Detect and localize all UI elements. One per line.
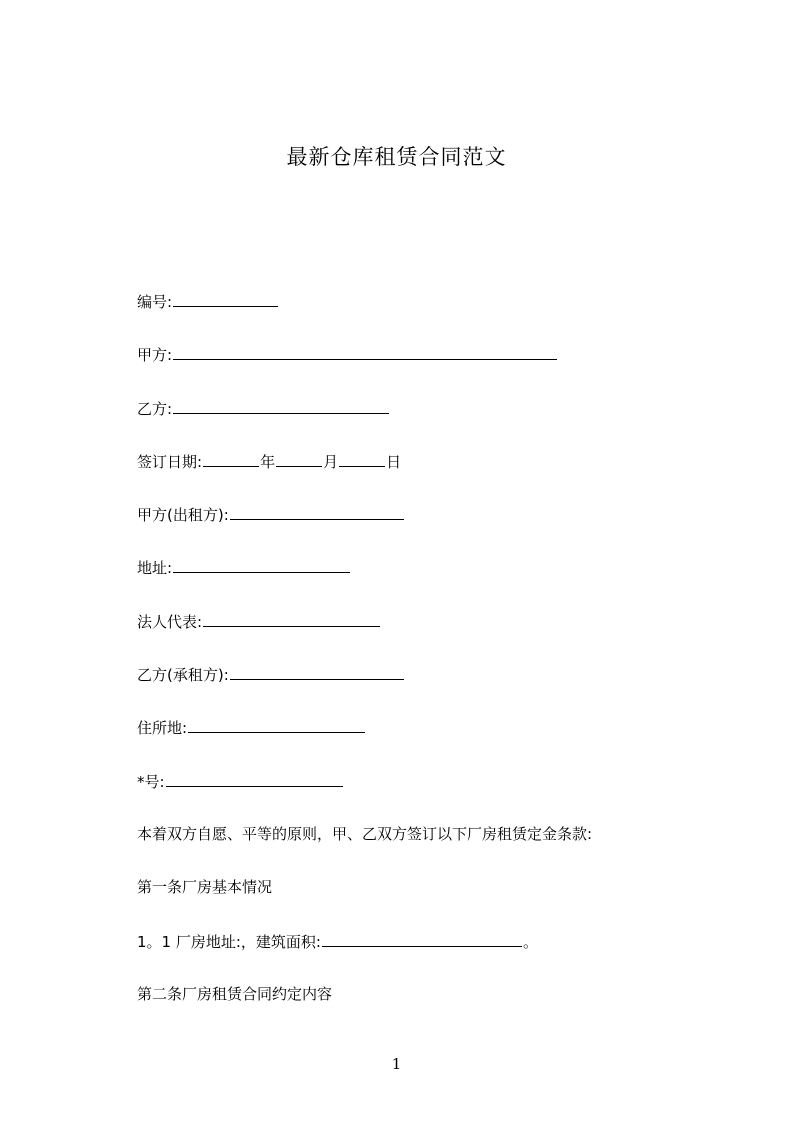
sign-date-line — [137, 451, 401, 472]
party-b-line — [137, 398, 390, 419]
number-label: 编号: — [137, 293, 173, 311]
day-blank[interactable] — [339, 451, 385, 467]
sign-date-label: 签订日期: — [137, 453, 203, 471]
lessee-line — [137, 664, 405, 685]
number-line — [137, 291, 279, 312]
party-a-line — [137, 344, 558, 365]
legal-rep-line — [137, 611, 381, 632]
year-blank[interactable] — [203, 451, 259, 467]
party-a-blank[interactable] — [173, 344, 557, 360]
article-2-heading: 第二条厂房租赁合同约定内容 — [137, 985, 333, 1003]
address-line — [137, 557, 351, 578]
address-blank[interactable] — [173, 557, 350, 573]
lessee-label: 乙方(承租方): — [137, 666, 229, 684]
address-label: 地址: — [137, 559, 173, 577]
intro-paragraph: 本着双方自愿、平等的原则，甲、乙双方签订以下厂房租赁定金条款: — [137, 825, 593, 843]
number-blank[interactable] — [173, 291, 278, 307]
legal-rep-blank[interactable] — [203, 611, 380, 627]
page-number: 1 — [391, 1055, 402, 1073]
month-blank[interactable] — [276, 451, 322, 467]
id-number-label: *号: — [137, 773, 165, 791]
lessor-blank[interactable] — [230, 504, 404, 520]
party-b-blank[interactable] — [173, 398, 389, 414]
lessor-label: 甲方(出租方): — [137, 506, 229, 524]
party-a-label: 甲方: — [137, 346, 173, 364]
year-label: 年 — [260, 453, 276, 471]
domicile-label: 住所地: — [137, 719, 188, 737]
day-label: 日 — [386, 453, 402, 471]
clause-1-1-line — [137, 931, 538, 952]
party-b-label: 乙方: — [137, 400, 173, 418]
lessor-line — [137, 504, 405, 525]
month-label: 月 — [323, 453, 339, 471]
clause-1-1-text: 1。1 厂房地址:，建筑面积: — [137, 933, 321, 951]
clause-1-1-end: 。 — [522, 933, 538, 951]
domicile-blank[interactable] — [188, 717, 365, 733]
domicile-line — [137, 717, 366, 738]
id-number-line — [137, 771, 344, 792]
document-title: 最新仓库租赁合同范文 — [286, 145, 507, 169]
legal-rep-label: 法人代表: — [137, 613, 203, 631]
lessee-blank[interactable] — [230, 664, 404, 680]
id-number-blank[interactable] — [166, 771, 343, 787]
building-area-blank[interactable] — [322, 931, 522, 947]
article-1-heading: 第一条厂房基本情况 — [137, 878, 273, 896]
